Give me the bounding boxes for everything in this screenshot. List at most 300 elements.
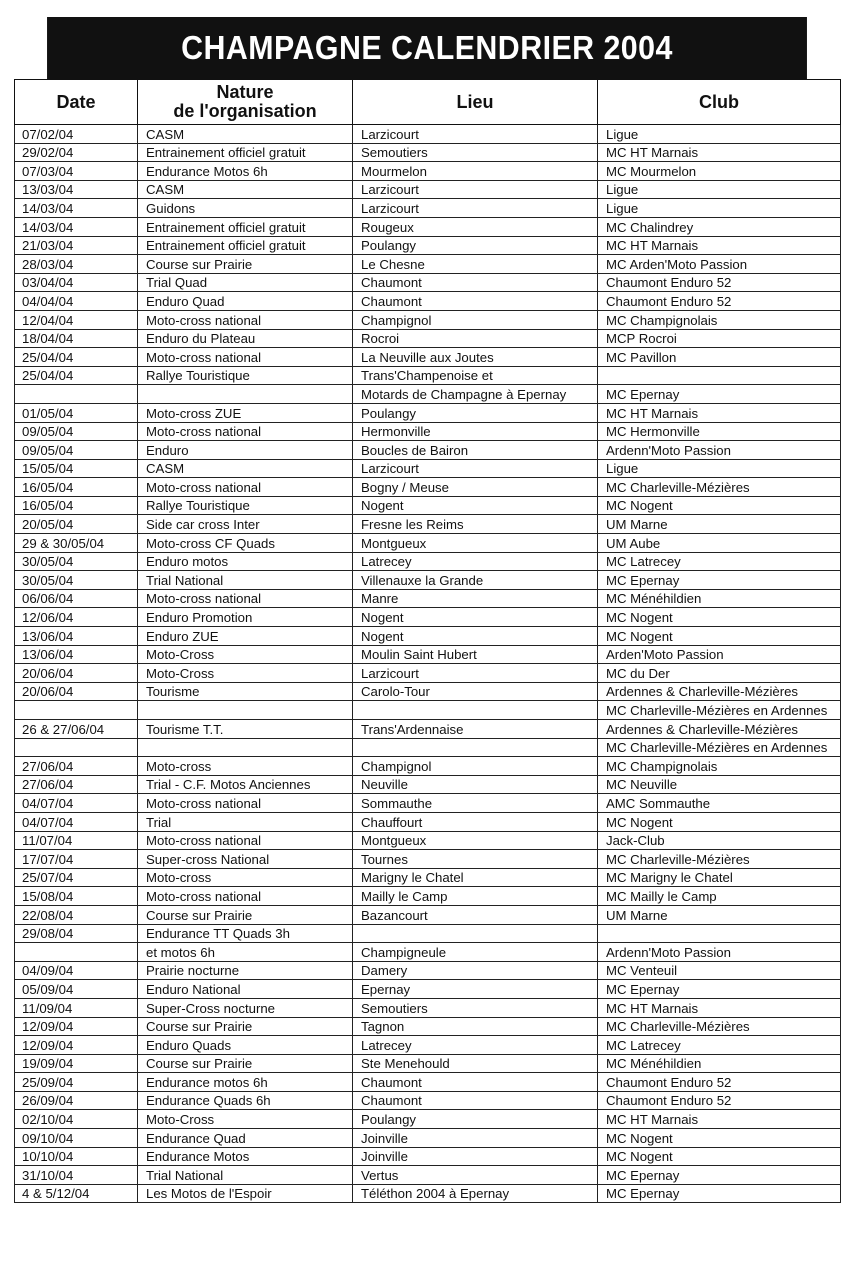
cell-club: MC Charleville-Mézières xyxy=(598,478,841,497)
cell-club: MC Pavillon xyxy=(598,348,841,367)
cell-club: Jack-Club xyxy=(598,831,841,850)
cell-date: 09/10/04 xyxy=(15,1129,138,1148)
cell-club: MC HT Marnais xyxy=(598,998,841,1017)
cell-nature: Endurance Quad xyxy=(138,1129,353,1148)
cell-date: 05/09/04 xyxy=(15,980,138,999)
cell-date: 11/07/04 xyxy=(15,831,138,850)
cell-club: MC Chalindrey xyxy=(598,217,841,236)
cell-lieu: Mailly le Camp xyxy=(353,887,598,906)
cell-date: 14/03/04 xyxy=(15,217,138,236)
cell-lieu: Champignol xyxy=(353,757,598,776)
cell-club: MC Nogent xyxy=(598,496,841,515)
cell-club: MC Champignolais xyxy=(598,310,841,329)
table-row xyxy=(15,701,841,720)
cell-lieu: Hermonville xyxy=(353,422,598,441)
cell-date: 26 & 27/06/04 xyxy=(15,720,138,739)
cell-lieu xyxy=(353,701,598,720)
cell-nature: CASM xyxy=(138,125,353,144)
cell-club: MC Arden'Moto Passion xyxy=(598,255,841,274)
table-row xyxy=(15,552,841,571)
cell-date: 20/06/04 xyxy=(15,682,138,701)
cell-nature: Moto-cross national xyxy=(138,422,353,441)
cell-date: 13/06/04 xyxy=(15,627,138,646)
cell-club: MCP Rocroi xyxy=(598,329,841,348)
header-lieu: Lieu xyxy=(353,80,598,125)
cell-nature: Moto-cross national xyxy=(138,887,353,906)
cell-club: Chaumont Enduro 52 xyxy=(598,1073,841,1092)
table-row xyxy=(15,273,841,292)
cell-nature: Trial National xyxy=(138,1166,353,1185)
cell-nature xyxy=(138,385,353,404)
cell-nature: Entrainement officiel gratuit xyxy=(138,143,353,162)
cell-date: 04/07/04 xyxy=(15,794,138,813)
table-row xyxy=(15,608,841,627)
cell-nature: Moto-cross xyxy=(138,868,353,887)
cell-date: 04/07/04 xyxy=(15,812,138,831)
cell-date: 27/06/04 xyxy=(15,757,138,776)
cell-lieu: Nogent xyxy=(353,496,598,515)
table-row xyxy=(15,1147,841,1166)
cell-nature: Course sur Prairie xyxy=(138,1054,353,1073)
table-row xyxy=(15,125,841,144)
cell-nature: Enduro Quad xyxy=(138,292,353,311)
cell-club: MC Epernay xyxy=(598,1184,841,1203)
cell-club: MC Nogent xyxy=(598,608,841,627)
cell-date: 20/05/04 xyxy=(15,515,138,534)
cell-date: 09/05/04 xyxy=(15,422,138,441)
table-row xyxy=(15,887,841,906)
cell-date: 15/05/04 xyxy=(15,459,138,478)
cell-club: MC Nogent xyxy=(598,1147,841,1166)
cell-nature: Tourisme xyxy=(138,682,353,701)
cell-lieu: Tagnon xyxy=(353,1017,598,1036)
cell-club: MC Mourmelon xyxy=(598,162,841,181)
header-nature-line1: Nature xyxy=(216,82,274,102)
table-row xyxy=(15,478,841,497)
cell-nature: Enduro xyxy=(138,441,353,460)
cell-date: 4 & 5/12/04 xyxy=(15,1184,138,1203)
cell-lieu: Larzicourt xyxy=(353,180,598,199)
table-row xyxy=(15,1054,841,1073)
cell-lieu: Larzicourt xyxy=(353,125,598,144)
cell-nature: Guidons xyxy=(138,199,353,218)
cell-lieu: Champignol xyxy=(353,310,598,329)
cell-nature: Moto-cross national xyxy=(138,478,353,497)
cell-club: MC Latrecey xyxy=(598,552,841,571)
table-row xyxy=(15,757,841,776)
cell-nature: Endurance Motos xyxy=(138,1147,353,1166)
table-row xyxy=(15,162,841,181)
cell-nature: Super-Cross nocturne xyxy=(138,998,353,1017)
cell-club: AMC Sommauthe xyxy=(598,794,841,813)
cell-lieu: Nogent xyxy=(353,627,598,646)
cell-lieu: Neuville xyxy=(353,775,598,794)
table-row xyxy=(15,366,841,385)
cell-date: 07/02/04 xyxy=(15,125,138,144)
table-row xyxy=(15,1184,841,1203)
cell-lieu: Poulangy xyxy=(353,403,598,422)
calendar-sheet xyxy=(14,17,840,1203)
cell-club: MC Latrecey xyxy=(598,1036,841,1055)
cell-lieu: Motards de Champagne à Epernay xyxy=(353,385,598,404)
cell-date: 22/08/04 xyxy=(15,905,138,924)
table-row xyxy=(15,348,841,367)
cell-date xyxy=(15,385,138,404)
cell-nature: Course sur Prairie xyxy=(138,255,353,274)
cell-nature: Entrainement officiel gratuit xyxy=(138,236,353,255)
cell-nature: Moto-cross national xyxy=(138,831,353,850)
table-row xyxy=(15,850,841,869)
cell-nature: CASM xyxy=(138,459,353,478)
cell-date: 19/09/04 xyxy=(15,1054,138,1073)
cell-date xyxy=(15,943,138,962)
cell-nature: Moto-Cross xyxy=(138,645,353,664)
cell-lieu: Chaumont xyxy=(353,292,598,311)
cell-date: 25/04/04 xyxy=(15,366,138,385)
table-row xyxy=(15,385,841,404)
cell-lieu: Le Chesne xyxy=(353,255,598,274)
cell-nature: Entrainement officiel gratuit xyxy=(138,217,353,236)
cell-club: MC Nogent xyxy=(598,812,841,831)
table-row xyxy=(15,180,841,199)
table-row xyxy=(15,1129,841,1148)
table-row xyxy=(15,255,841,274)
cell-lieu: Bazancourt xyxy=(353,905,598,924)
cell-lieu: Joinville xyxy=(353,1147,598,1166)
cell-lieu: Semoutiers xyxy=(353,998,598,1017)
cell-club: MC Venteuil xyxy=(598,961,841,980)
cell-date: 12/09/04 xyxy=(15,1017,138,1036)
cell-club: MC Mailly le Camp xyxy=(598,887,841,906)
cell-date: 04/04/04 xyxy=(15,292,138,311)
cell-lieu: Trans'Ardennaise xyxy=(353,720,598,739)
cell-club: Arden'Moto Passion xyxy=(598,645,841,664)
table-row xyxy=(15,143,841,162)
cell-date: 09/05/04 xyxy=(15,441,138,460)
cell-date: 20/06/04 xyxy=(15,664,138,683)
cell-nature: Course sur Prairie xyxy=(138,905,353,924)
cell-date: 15/08/04 xyxy=(15,887,138,906)
table-row xyxy=(15,329,841,348)
cell-date: 18/04/04 xyxy=(15,329,138,348)
cell-lieu: Chauffourt xyxy=(353,812,598,831)
table-row xyxy=(15,924,841,943)
cell-lieu: Rocroi xyxy=(353,329,598,348)
cell-date: 29 & 30/05/04 xyxy=(15,534,138,553)
cell-nature: Moto-Cross xyxy=(138,664,353,683)
table-row xyxy=(15,441,841,460)
cell-nature: Endurance motos 6h xyxy=(138,1073,353,1092)
table-row xyxy=(15,496,841,515)
cell-date: 28/03/04 xyxy=(15,255,138,274)
cell-date: 13/06/04 xyxy=(15,645,138,664)
cell-date: 02/10/04 xyxy=(15,1110,138,1129)
cell-lieu: Champigneule xyxy=(353,943,598,962)
cell-lieu: Larzicourt xyxy=(353,459,598,478)
cell-club: MC Ménéhildien xyxy=(598,589,841,608)
cell-lieu: Vertus xyxy=(353,1166,598,1185)
table-row xyxy=(15,199,841,218)
cell-club: MC du Der xyxy=(598,664,841,683)
cell-lieu: Larzicourt xyxy=(353,664,598,683)
cell-club: MC Charleville-Mézières en Ardennes xyxy=(598,738,841,757)
cell-nature: et motos 6h xyxy=(138,943,353,962)
cell-lieu: Poulangy xyxy=(353,1110,598,1129)
cell-date: 29/02/04 xyxy=(15,143,138,162)
cell-date: 25/04/04 xyxy=(15,348,138,367)
cell-club: MC Nogent xyxy=(598,1129,841,1148)
cell-club: MC Hermonville xyxy=(598,422,841,441)
cell-nature: Endurance Quads 6h xyxy=(138,1091,353,1110)
table-row xyxy=(15,292,841,311)
table-row xyxy=(15,775,841,794)
table-row xyxy=(15,422,841,441)
cell-nature: Rallye Touristique xyxy=(138,496,353,515)
cell-date: 26/09/04 xyxy=(15,1091,138,1110)
cell-date: 10/10/04 xyxy=(15,1147,138,1166)
calendar-table xyxy=(14,79,841,1203)
cell-lieu: Téléthon 2004 à Epernay xyxy=(353,1184,598,1203)
cell-date: 04/09/04 xyxy=(15,961,138,980)
cell-nature xyxy=(138,738,353,757)
cell-date: 30/05/04 xyxy=(15,552,138,571)
cell-club: Ardennes & Charleville-Mézières xyxy=(598,682,841,701)
cell-club: Ligue xyxy=(598,199,841,218)
cell-lieu: Bogny / Meuse xyxy=(353,478,598,497)
cell-club: MC HT Marnais xyxy=(598,143,841,162)
cell-date: 29/08/04 xyxy=(15,924,138,943)
cell-nature: Les Motos de l'Espoir xyxy=(138,1184,353,1203)
table-row xyxy=(15,1166,841,1185)
cell-club: MC HT Marnais xyxy=(598,236,841,255)
cell-date: 07/03/04 xyxy=(15,162,138,181)
cell-nature: Side car cross Inter xyxy=(138,515,353,534)
cell-date: 16/05/04 xyxy=(15,478,138,497)
cell-nature: Endurance Motos 6h xyxy=(138,162,353,181)
cell-nature xyxy=(138,701,353,720)
cell-date: 30/05/04 xyxy=(15,571,138,590)
cell-nature: Moto-cross CF Quads xyxy=(138,534,353,553)
cell-lieu xyxy=(353,738,598,757)
table-row xyxy=(15,980,841,999)
header-row xyxy=(15,80,841,125)
table-row xyxy=(15,515,841,534)
cell-nature: Moto-cross national xyxy=(138,794,353,813)
table-row xyxy=(15,534,841,553)
cell-nature: Moto-cross national xyxy=(138,348,353,367)
cell-club: Ardenn'Moto Passion xyxy=(598,441,841,460)
cell-club: Chaumont Enduro 52 xyxy=(598,292,841,311)
cell-club: UM Marne xyxy=(598,905,841,924)
cell-lieu: Rougeux xyxy=(353,217,598,236)
cell-nature: Moto-cross ZUE xyxy=(138,403,353,422)
cell-club: Chaumont Enduro 52 xyxy=(598,273,841,292)
table-row xyxy=(15,905,841,924)
table-row xyxy=(15,998,841,1017)
table-row xyxy=(15,961,841,980)
cell-lieu: Villenauxe la Grande xyxy=(353,571,598,590)
cell-lieu: Fresne les Reims xyxy=(353,515,598,534)
cell-lieu: Boucles de Bairon xyxy=(353,441,598,460)
table-row xyxy=(15,1036,841,1055)
cell-nature: Enduro ZUE xyxy=(138,627,353,646)
cell-lieu: Chaumont xyxy=(353,1091,598,1110)
header-nature-line2: de l'organisation xyxy=(173,101,317,121)
cell-club: MC Epernay xyxy=(598,1166,841,1185)
cell-date: 01/05/04 xyxy=(15,403,138,422)
cell-club: MC Marigny le Chatel xyxy=(598,868,841,887)
cell-lieu: Montgueux xyxy=(353,831,598,850)
table-row xyxy=(15,1017,841,1036)
cell-lieu: Epernay xyxy=(353,980,598,999)
cell-date: 31/10/04 xyxy=(15,1166,138,1185)
cell-lieu: Montgueux xyxy=(353,534,598,553)
cell-club: MC Charleville-Mézières en Ardennes xyxy=(598,701,841,720)
cell-lieu: Trans'Champenoise et xyxy=(353,366,598,385)
cell-club: MC Charleville-Mézières xyxy=(598,850,841,869)
cell-date: 25/07/04 xyxy=(15,868,138,887)
cell-lieu: Latrecey xyxy=(353,1036,598,1055)
header-nature xyxy=(138,80,353,125)
cell-nature: Moto-cross national xyxy=(138,310,353,329)
cell-club: MC Epernay xyxy=(598,980,841,999)
cell-date: 11/09/04 xyxy=(15,998,138,1017)
table-row xyxy=(15,217,841,236)
cell-nature: Prairie nocturne xyxy=(138,961,353,980)
table-row xyxy=(15,589,841,608)
table-row xyxy=(15,1110,841,1129)
cell-club: UM Aube xyxy=(598,534,841,553)
table-row xyxy=(15,236,841,255)
cell-date: 17/07/04 xyxy=(15,850,138,869)
cell-lieu: Sommauthe xyxy=(353,794,598,813)
cell-club: Ligue xyxy=(598,459,841,478)
cell-date: 14/03/04 xyxy=(15,199,138,218)
cell-lieu: Chaumont xyxy=(353,1073,598,1092)
cell-lieu: Tournes xyxy=(353,850,598,869)
cell-date xyxy=(15,701,138,720)
cell-club: UM Marne xyxy=(598,515,841,534)
cell-nature: Trial National xyxy=(138,571,353,590)
cell-lieu: Joinville xyxy=(353,1129,598,1148)
cell-date: 25/09/04 xyxy=(15,1073,138,1092)
cell-nature: Rallye Touristique xyxy=(138,366,353,385)
cell-club: Chaumont Enduro 52 xyxy=(598,1091,841,1110)
table-body xyxy=(15,125,841,1203)
cell-club: Ardennes & Charleville-Mézières xyxy=(598,720,841,739)
cell-lieu: Ste Menehould xyxy=(353,1054,598,1073)
table-row xyxy=(15,812,841,831)
cell-lieu: Nogent xyxy=(353,608,598,627)
cell-club: MC Epernay xyxy=(598,385,841,404)
cell-club: MC HT Marnais xyxy=(598,1110,841,1129)
cell-club: Ardenn'Moto Passion xyxy=(598,943,841,962)
cell-nature: Trial xyxy=(138,812,353,831)
cell-club xyxy=(598,924,841,943)
cell-nature: Moto-cross national xyxy=(138,589,353,608)
header-club: Club xyxy=(598,80,841,125)
cell-lieu: Chaumont xyxy=(353,273,598,292)
cell-nature: Trial Quad xyxy=(138,273,353,292)
cell-lieu: Manre xyxy=(353,589,598,608)
table-row xyxy=(15,943,841,962)
cell-nature: Tourisme T.T. xyxy=(138,720,353,739)
table-row xyxy=(15,571,841,590)
cell-lieu: Damery xyxy=(353,961,598,980)
cell-date: 06/06/04 xyxy=(15,589,138,608)
cell-lieu: Larzicourt xyxy=(353,199,598,218)
cell-nature: Trial - C.F. Motos Anciennes xyxy=(138,775,353,794)
cell-nature: Enduro Quads xyxy=(138,1036,353,1055)
cell-date: 03/04/04 xyxy=(15,273,138,292)
cell-club: MC Ménéhildien xyxy=(598,1054,841,1073)
table-row xyxy=(15,794,841,813)
table-row xyxy=(15,664,841,683)
cell-nature: Enduro Promotion xyxy=(138,608,353,627)
cell-lieu: Poulangy xyxy=(353,236,598,255)
cell-lieu: Marigny le Chatel xyxy=(353,868,598,887)
cell-club: MC Epernay xyxy=(598,571,841,590)
cell-nature: Enduro motos xyxy=(138,552,353,571)
cell-date: 16/05/04 xyxy=(15,496,138,515)
cell-lieu: Latrecey xyxy=(353,552,598,571)
table-row xyxy=(15,310,841,329)
cell-nature: Enduro du Plateau xyxy=(138,329,353,348)
table-row xyxy=(15,682,841,701)
table-row xyxy=(15,645,841,664)
page-title: CHAMPAGNE CALENDRIER 2004 xyxy=(47,17,807,79)
cell-date: 21/03/04 xyxy=(15,236,138,255)
cell-lieu xyxy=(353,924,598,943)
cell-nature: Super-cross National xyxy=(138,850,353,869)
header-date: Date xyxy=(15,80,138,125)
cell-club: Ligue xyxy=(598,125,841,144)
cell-club: Ligue xyxy=(598,180,841,199)
cell-club: MC Nogent xyxy=(598,627,841,646)
cell-nature: Endurance TT Quads 3h xyxy=(138,924,353,943)
cell-nature: Enduro National xyxy=(138,980,353,999)
cell-lieu: Mourmelon xyxy=(353,162,598,181)
table-row xyxy=(15,868,841,887)
cell-date xyxy=(15,738,138,757)
cell-date: 12/09/04 xyxy=(15,1036,138,1055)
cell-lieu: Semoutiers xyxy=(353,143,598,162)
cell-date: 27/06/04 xyxy=(15,775,138,794)
cell-club: MC HT Marnais xyxy=(598,403,841,422)
table-row xyxy=(15,1073,841,1092)
cell-lieu: Carolo-Tour xyxy=(353,682,598,701)
table-row xyxy=(15,831,841,850)
cell-date: 12/06/04 xyxy=(15,608,138,627)
table-row xyxy=(15,720,841,739)
cell-nature: Moto-Cross xyxy=(138,1110,353,1129)
table-row xyxy=(15,403,841,422)
cell-nature: Moto-cross xyxy=(138,757,353,776)
table-row xyxy=(15,459,841,478)
table-row xyxy=(15,738,841,757)
cell-lieu: Moulin Saint Hubert xyxy=(353,645,598,664)
table-row xyxy=(15,1091,841,1110)
cell-nature: CASM xyxy=(138,180,353,199)
cell-date: 12/04/04 xyxy=(15,310,138,329)
cell-nature: Course sur Prairie xyxy=(138,1017,353,1036)
table-row xyxy=(15,627,841,646)
cell-club: MC Champignolais xyxy=(598,757,841,776)
cell-lieu: La Neuville aux Joutes xyxy=(353,348,598,367)
cell-club: MC Neuville xyxy=(598,775,841,794)
cell-date: 13/03/04 xyxy=(15,180,138,199)
cell-club: MC Charleville-Mézières xyxy=(598,1017,841,1036)
